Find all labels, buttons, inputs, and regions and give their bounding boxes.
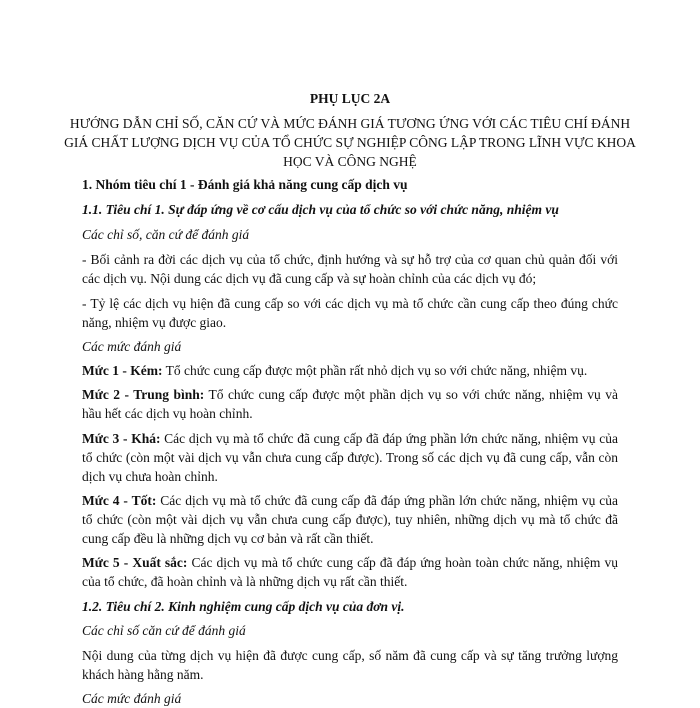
level-label: Mức 5 - Xuất sắc: xyxy=(82,555,188,570)
criterion-2-basis-label: Các chỉ số căn cứ để đánh giá xyxy=(82,623,246,638)
criterion-1-bullet: - Tỷ lệ các dịch vụ hiện đã cung cấp so với các dịch vụ mà tổ chức cần cung cấp theo đúng chức năng, nhiệm vụ được giao. xyxy=(82,296,618,330)
criterion-1-levels-label: Các mức đánh giá xyxy=(82,339,182,354)
document-subtitle: HƯỚNG DẪN CHỈ SỐ, CĂN CỨ VÀ MỨC ĐÁNH GIÁ TƯƠNG ỨNG VỚI CÁC TIÊU CHÍ ĐÁNH GIÁ CHẤT LƯỢNG DỊCH VỤ CỦA TỔ CHỨC SỰ NGHIỆP CÔNG LẬP TRONG LĨNH VỰC KHOA HỌC VÀ CÔNG NGHỆ xyxy=(64,116,636,169)
criterion-2-levels-label: Các mức đánh giá xyxy=(82,691,182,706)
appendix-title: PHỤ LỤC 2A xyxy=(309,91,391,106)
level-3 xyxy=(82,429,618,486)
level-text: Các dịch vụ mà tổ chức đã cung cấp đã đáp ứng phần lớn chức năng, nhiệm vụ của tổ chức (còn một vài dịch vụ vẫn chưa cung cấp được). Trong số các dịch vụ đã cung cấp, vẫn còn dịch vụ chưa hoàn chỉnh. xyxy=(82,431,618,484)
level-1 xyxy=(82,361,618,380)
criterion-1-bullet: - Bối cảnh ra đời các dịch vụ của tổ chức, định hướng và sự hỗ trợ của cơ quan chủ quản đối với các dịch vụ. Nội dung các dịch vụ đã cung cấp và sự hoàn chỉnh của các dịch vụ đó; xyxy=(82,252,618,286)
level-label: Mức 4 - Tốt: xyxy=(82,493,157,508)
criterion-2-heading: 1.2. Tiêu chí 2. Kinh nghiệm cung cấp dịch vụ của đơn vị. xyxy=(82,599,405,614)
level-text: Các dịch vụ mà tổ chức cung cấp đã đáp ứng hoàn toàn chức năng, nhiệm vụ của tổ chức, đã hoàn chỉnh và là những dịch vụ rất cần thiết. xyxy=(82,555,618,589)
level-text: Các dịch vụ mà tổ chức đã cung cấp đã đáp ứng phần lớn chức năng, nhiệm vụ của tổ chức (còn một vài dịch vụ vẫn chưa cung cấp được), tuy nhiên, những dịch vụ mà tổ chức đã cung cấp đều là những dịch vụ cơ bản và rất cần thiết. xyxy=(82,493,618,546)
level-5 xyxy=(82,553,618,591)
criterion-2-text: Nội dung của từng dịch vụ hiện đã được cung cấp, số năm đã cung cấp và sự tăng trưởng lượng khách hàng hằng năm. xyxy=(82,648,618,682)
level-label: Mức 2 - Trung bình: xyxy=(82,387,205,402)
group-1-heading: 1. Nhóm tiêu chí 1 - Đánh giá khả năng cung cấp dịch vụ xyxy=(82,177,408,192)
level-label: Mức 3 - Khá: xyxy=(82,431,161,446)
level-text: Tổ chức cung cấp được một phần rất nhỏ dịch vụ so với chức năng, nhiệm vụ. xyxy=(162,363,588,378)
level-2 xyxy=(82,385,618,423)
level-4 xyxy=(82,491,618,548)
criterion-1-basis-label: Các chỉ số, căn cứ để đánh giá xyxy=(82,227,250,242)
level-label: Mức 1 - Kém: xyxy=(82,363,163,378)
criterion-1-heading: 1.1. Tiêu chí 1. Sự đáp ứng về cơ cấu dịch vụ của tổ chức so với chức năng, nhiệm vụ xyxy=(82,202,559,217)
level-text: Tổ chức cung cấp được một phần dịch vụ so với chức năng, nhiệm vụ và hầu hết các dịch vụ hoàn chỉnh. xyxy=(82,387,618,421)
